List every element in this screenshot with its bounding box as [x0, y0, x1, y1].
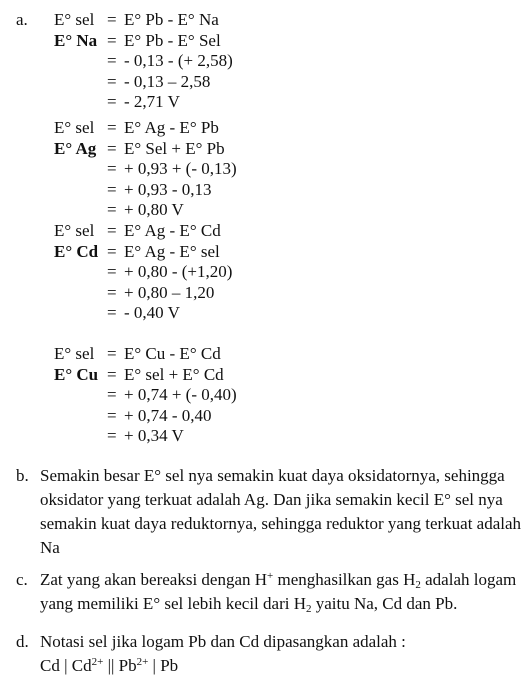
calc-lhs: E° Ag — [54, 138, 97, 158]
calc-rhs: + 0,93 - 0,13 — [124, 179, 212, 199]
calc-rhs: E° sel + E° Cd — [124, 364, 224, 384]
superscript: 2+ — [136, 656, 149, 668]
equals-sign: = — [107, 221, 117, 240]
item-b-line: Semakin besar E° sel nya semakin kuat daya oksidatornya, sehingga — [40, 466, 505, 485]
calc-lhs: E° Cd — [54, 241, 99, 261]
item-c-label: c. — [16, 570, 28, 589]
text-run: || Pb — [103, 656, 137, 675]
item-b-label: b. — [16, 466, 29, 485]
calc-rhs: + 0,74 + (- 0,40) — [124, 385, 237, 404]
calc-rhs: + 0,93 + (- 0,13) — [124, 159, 237, 178]
equals-sign: = — [107, 51, 117, 70]
text-run: | Pb — [148, 656, 179, 675]
equals-sign: = — [107, 282, 117, 302]
item-a-label: a. — [16, 10, 28, 29]
equals-sign: = — [107, 30, 117, 50]
item-c-line — [40, 568, 530, 592]
equals-sign: = — [107, 118, 117, 137]
calc-rhs: - 2,71 V — [124, 92, 180, 111]
calc-rhs: - 0,13 – 2,58 — [124, 71, 211, 91]
calc-lhs: E° Cu — [54, 364, 99, 384]
calc-lhs: E° Na — [54, 30, 98, 50]
equals-sign: = — [107, 179, 117, 199]
calc-rhs: E° Ag - E° Cd — [124, 221, 221, 240]
item-c-text — [40, 568, 530, 616]
superscript: 2+ — [91, 656, 104, 668]
equals-sign: = — [107, 241, 117, 261]
equals-sign: = — [107, 10, 117, 29]
equals-sign: = — [107, 262, 117, 281]
text-run: Cd | Cd — [40, 656, 92, 675]
cell-notation — [40, 654, 530, 678]
calc-rhs: E° Sel + E° Pb — [124, 138, 225, 158]
item-c-line — [40, 592, 530, 616]
item-d-text — [40, 630, 530, 678]
item-b-line: semakin kuat daya reduktornya, sehingga reduktor yang terkuat adalah — [40, 514, 522, 533]
equals-sign: = — [107, 405, 117, 425]
equals-sign: = — [107, 426, 117, 445]
text-run: menghasilkan gas H — [273, 570, 416, 589]
calc-rhs: + 0,80 – 1,20 — [124, 282, 215, 302]
calc-rhs: - 0,40 V — [124, 303, 180, 322]
equals-sign: = — [107, 344, 117, 363]
equals-sign: = — [107, 159, 117, 178]
text-run: yaitu Na, Cd dan Pb. — [311, 594, 458, 613]
equals-sign: = — [107, 303, 117, 322]
item-b-line: Na — [40, 538, 60, 557]
calc-rhs: E° Ag - E° Pb — [124, 118, 219, 137]
text-run: yang memiliki E° sel lebih kecil dari H — [40, 594, 306, 613]
equals-sign: = — [107, 92, 117, 111]
calc-rhs: + 0,74 - 0,40 — [124, 405, 212, 425]
calc-lhs: E° sel — [54, 221, 95, 240]
item-b-line: oksidator yang terkuat adalah Ag. Dan jika semakin kecil E° sel nya — [40, 490, 503, 509]
calc-lhs: E° sel — [54, 10, 95, 29]
superscript: + — [267, 570, 274, 582]
calc-rhs: E° Cu - E° Cd — [124, 344, 221, 363]
calc-rhs: + 0,34 V — [124, 426, 184, 445]
item-b-text — [40, 464, 530, 560]
item-d-line: Notasi sel jika logam Pb dan Cd dipasangkan adalah : — [40, 632, 406, 651]
calc-lhs: E° sel — [54, 118, 95, 137]
equals-sign: = — [107, 364, 117, 384]
calc-rhs: - 0,13 - (+ 2,58) — [124, 51, 233, 70]
calc-rhs: E° Ag - E° sel — [124, 241, 220, 261]
equals-sign: = — [107, 385, 117, 404]
text-run: Zat yang akan bereaksi dengan H — [40, 570, 268, 589]
equals-sign: = — [107, 200, 117, 219]
equals-sign: = — [107, 138, 117, 158]
subscript: 2 — [415, 579, 421, 591]
calc-rhs: + 0,80 - (+1,20) — [124, 262, 233, 281]
text-run: adalah logam — [420, 570, 517, 589]
item-d-label: d. — [16, 632, 29, 651]
calc-rhs: E° Pb - E° Sel — [124, 30, 221, 50]
calc-rhs: + 0,80 V — [124, 200, 184, 219]
equals-sign: = — [107, 71, 117, 91]
calc-rhs: E° Pb - E° Na — [124, 10, 219, 29]
subscript: 2 — [305, 603, 312, 615]
calc-lhs: E° sel — [54, 344, 95, 363]
